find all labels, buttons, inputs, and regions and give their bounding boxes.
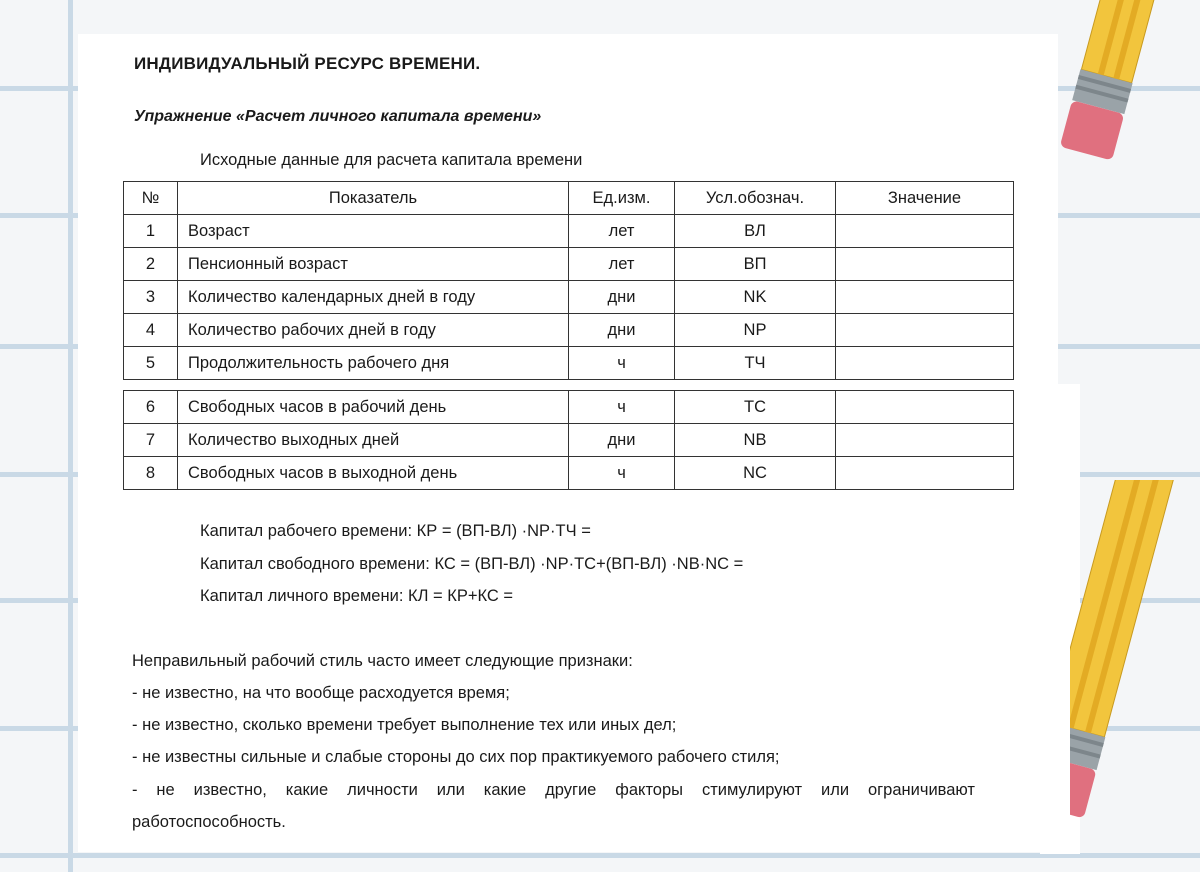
row-unit: ч bbox=[569, 391, 675, 424]
row-value bbox=[836, 248, 1014, 281]
row-symbol: NK bbox=[675, 281, 836, 314]
table-row bbox=[124, 391, 1014, 424]
row-number: 2 bbox=[124, 248, 178, 281]
row-value bbox=[836, 457, 1014, 490]
table-header-row bbox=[124, 182, 1014, 215]
row-indicator: Количество рабочих дней в году bbox=[178, 314, 569, 347]
row-value bbox=[836, 281, 1014, 314]
row-value bbox=[836, 347, 1014, 380]
row-value bbox=[836, 391, 1014, 424]
row-symbol: ТС bbox=[675, 391, 836, 424]
row-indicator: Возраст bbox=[178, 215, 569, 248]
notes-item: - не известно, на что вообще расходуется время; bbox=[132, 684, 510, 702]
table-row bbox=[124, 215, 1014, 248]
row-value bbox=[836, 314, 1014, 347]
row-number: 5 bbox=[124, 347, 178, 380]
formula-work-capital: Капитал рабочего времени: КР = (ВП-ВЛ) ·NP·ТЧ = bbox=[200, 522, 591, 540]
table-caption: Исходные данные для расчета капитала времени bbox=[200, 151, 583, 169]
header-unit: Ед.изм. bbox=[569, 182, 675, 215]
notes-item: - не известно, какие личности или какие другие факторы стимулируют или ограничивают bbox=[132, 781, 975, 799]
row-symbol: NB bbox=[675, 424, 836, 457]
row-number: 8 bbox=[124, 457, 178, 490]
table-row bbox=[124, 248, 1014, 281]
header-value: Значение bbox=[836, 182, 1014, 215]
row-symbol: ВП bbox=[675, 248, 836, 281]
grid-line bbox=[0, 853, 1200, 858]
formula-personal-capital: Капитал личного времени: КЛ = КР+КС = bbox=[200, 587, 514, 605]
header-number: № bbox=[124, 182, 178, 215]
notes-item: - не известны сильные и слабые стороны до сих пор практикуемого рабочего стиля; bbox=[132, 748, 780, 766]
table-row bbox=[124, 347, 1014, 380]
row-number: 1 bbox=[124, 215, 178, 248]
row-unit: дни bbox=[569, 424, 675, 457]
document-title: ИНДИВИДУАЛЬНЫЙ РЕСУРС ВРЕМЕНИ. bbox=[134, 54, 481, 73]
row-indicator: Свободных часов в выходной день bbox=[178, 457, 569, 490]
row-unit: дни bbox=[569, 281, 675, 314]
row-indicator: Количество выходных дней bbox=[178, 424, 569, 457]
row-symbol: NC bbox=[675, 457, 836, 490]
row-indicator: Свободных часов в рабочий день bbox=[178, 391, 569, 424]
pencil-icon bbox=[1070, 480, 1200, 860]
exercise-subtitle: Упражнение «Расчет личного капитала времени» bbox=[134, 108, 542, 125]
row-unit: ч bbox=[569, 347, 675, 380]
row-indicator: Количество календарных дней в году bbox=[178, 281, 569, 314]
row-value bbox=[836, 424, 1014, 457]
table-row bbox=[124, 281, 1014, 314]
pencil-icon bbox=[1040, 0, 1200, 190]
notes-item: - не известно, сколько времени требует выполнение тех или иных дел; bbox=[132, 716, 677, 734]
row-indicator: Пенсионный возраст bbox=[178, 248, 569, 281]
grid-line bbox=[68, 0, 73, 872]
table-row bbox=[124, 424, 1014, 457]
table-row bbox=[124, 457, 1014, 490]
header-symbol: Усл.обознач. bbox=[675, 182, 836, 215]
row-symbol: NP bbox=[675, 314, 836, 347]
row-value bbox=[836, 215, 1014, 248]
row-indicator: Продолжительность рабочего дня bbox=[178, 347, 569, 380]
row-number: 6 bbox=[124, 391, 178, 424]
row-number: 4 bbox=[124, 314, 178, 347]
row-symbol: ТЧ bbox=[675, 347, 836, 380]
header-indicator: Показатель bbox=[178, 182, 569, 215]
row-number: 7 bbox=[124, 424, 178, 457]
notes-intro: Неправильный рабочий стиль часто имеет следующие признаки: bbox=[132, 652, 633, 670]
row-unit: лет bbox=[569, 215, 675, 248]
row-unit: ч bbox=[569, 457, 675, 490]
formula-free-capital: Капитал свободного времени: КС = (ВП-ВЛ) ·NP·ТС+(ВП-ВЛ) ·NB·NC = bbox=[200, 555, 744, 573]
row-unit: дни bbox=[569, 314, 675, 347]
data-table bbox=[123, 181, 1014, 380]
row-unit: лет bbox=[569, 248, 675, 281]
notes-item-continuation: работоспособность. bbox=[132, 813, 286, 831]
row-number: 3 bbox=[124, 281, 178, 314]
table-row bbox=[124, 314, 1014, 347]
row-symbol: ВЛ bbox=[675, 215, 836, 248]
data-table-continued bbox=[123, 390, 1014, 490]
